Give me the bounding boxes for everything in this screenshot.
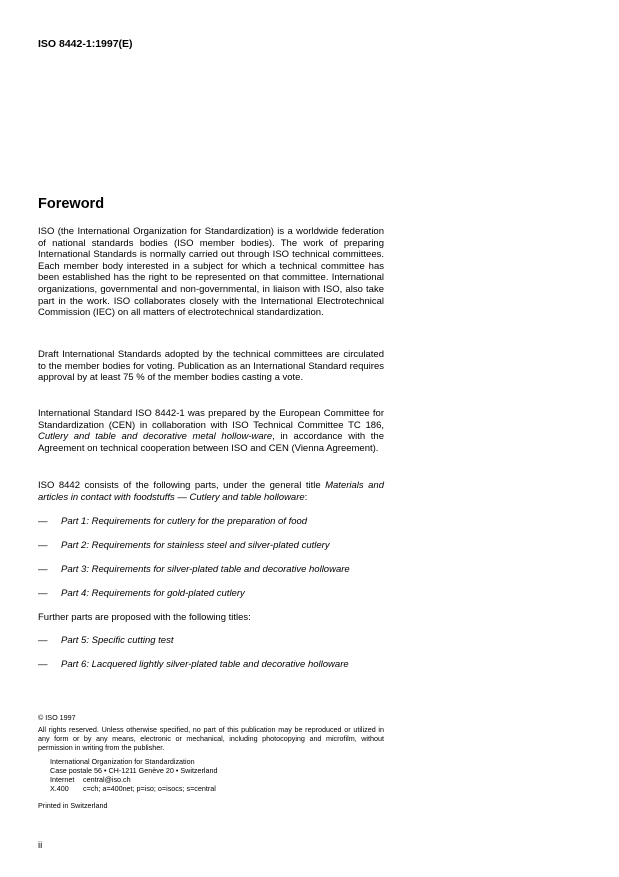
org-name: International Organization for Standardization [50, 757, 195, 766]
internet-value: central@iso.ch [83, 775, 131, 784]
paragraph-4-text-a: ISO 8442 consists of the following parts, under the general title [38, 480, 326, 491]
list-item [38, 516, 384, 528]
list-item [38, 659, 384, 671]
x400-address [50, 784, 216, 793]
list-item [38, 564, 384, 576]
dash: — [38, 635, 48, 646]
foreword-paragraph-1: ISO (the International Organization for Standardization) is a worldwide federation of national standards bodies (ISO member bodies). The work of preparing International Standards is normally carried out through ISO technical committees. Each member body interested in a subject for which a technical committee has been established has the right to be represented on that committee. International organizations, governmental and non-governmental, in liaison with ISO, also take part in the work. ISO collaborates closely with the International Electrotechnical Commission (IEC) on all matters of electrotechnical standardization. [38, 226, 384, 319]
dash: — [38, 516, 48, 527]
paragraph-3-text-b: , in accordance with the Agreement on technical cooperation between ISO and CEN (Vienna Agreement). [38, 431, 384, 454]
page-title: Foreword [38, 196, 105, 212]
x400-value: c=ch; a=400net; p=iso; o=isocs; s=central [83, 784, 216, 793]
part-title: Part 3: Requirements for silver-plated table and decorative holloware [61, 564, 350, 575]
part-title: Part 6: Lacquered lightly silver-plated table and decorative holloware [61, 659, 349, 670]
internet-label: Internet [50, 775, 75, 784]
foreword-paragraph-3 [38, 408, 384, 454]
committee-title: Cutlery and table and decorative metal hollow-ware [38, 431, 273, 443]
dash: — [38, 659, 48, 670]
list-item [38, 588, 384, 600]
page-number: ii [38, 840, 43, 851]
list-item [38, 635, 384, 647]
dash: — [38, 540, 48, 551]
part-title: Part 4: Requirements for gold-plated cutlery [61, 588, 245, 599]
part-title: Part 1: Requirements for cutlery for the preparation of food [61, 516, 308, 527]
printed-in: Printed in Switzerland [38, 801, 108, 810]
paragraph-3-text-a: International Standard ISO 8442-1 was prepared by the European Committee for Standardization (CEN) in collaboration with ISO Technical Committee TC 186, [38, 408, 384, 431]
part-title: Part 5: Specific cutting test [61, 635, 174, 646]
general-title: Materials and articles in contact with foodstuffs — Cutlery and table holloware [38, 480, 384, 503]
list-item [38, 540, 384, 552]
postal-address: Case postale 56 • CH-1211 Genève 20 • Switzerland [50, 766, 218, 775]
x400-label: X.400 [50, 784, 69, 793]
rights-notice: All rights reserved. Unless otherwise specified, no part of this publication may be reproduced or utilized in any form or by any means, electronic or mechanical, including photocopying and microfilm, without permission in writing from the publisher. [38, 725, 384, 752]
copyright-line: © ISO 1997 [38, 713, 76, 722]
further-parts-intro: Further parts are proposed with the following titles: [38, 612, 251, 623]
foreword-paragraph-4 [38, 480, 384, 503]
dash: — [38, 588, 48, 599]
internet-address [50, 775, 131, 784]
foreword-paragraph-2: Draft International Standards adopted by the technical committees are circulated to the member bodies for voting. Publication as an International Standard requires approval by at least 75 % of the member bodies casting a vote. [38, 349, 384, 384]
document-id: ISO 8442-1:1997(E) [38, 38, 133, 50]
part-title: Part 2: Requirements for stainless steel and silver-plated cutlery [61, 540, 330, 551]
paragraph-4-text-b: : [304, 491, 308, 503]
dash: — [38, 564, 48, 575]
